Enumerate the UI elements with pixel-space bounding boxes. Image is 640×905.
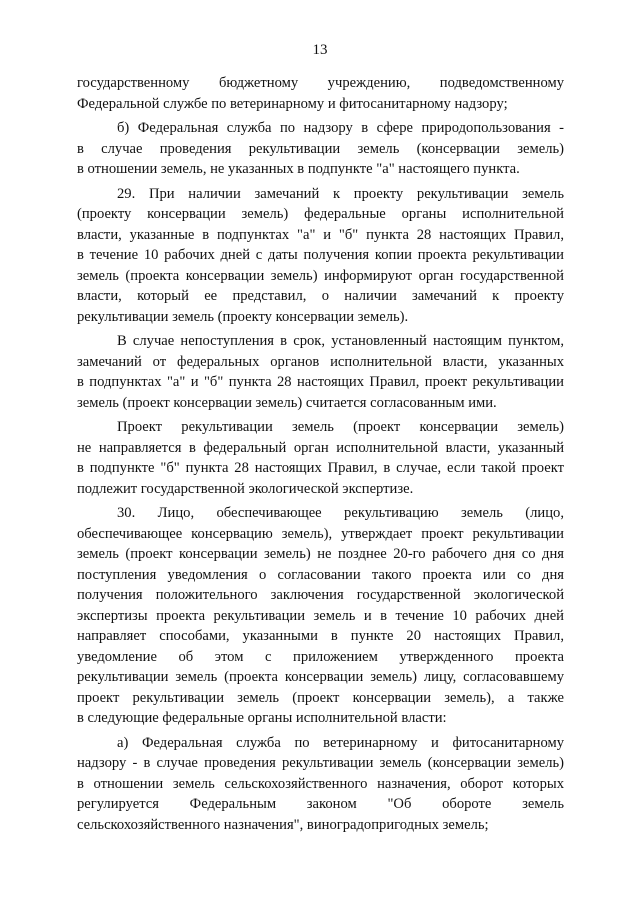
text-line: проект рекультивации земель (проект консервации земель), а также	[77, 689, 564, 706]
text-line: рекультивации земель (проекта консервации земель) лицу, согласовавшему	[77, 669, 564, 685]
text-line: (проекту консервации земель) федеральные органы исполнительной	[77, 206, 564, 222]
text-line: б) Федеральная служба по надзору в сфере природопользования -	[117, 120, 564, 136]
paragraph	[77, 73, 564, 114]
text-line: Проект рекультивации земель (проект консервации земель)	[117, 419, 564, 435]
text-line: земель (проект консервации земель) не позднее 20-го рабочего дня со дня	[77, 546, 564, 562]
text-line: направляет способами, указанными в пункте 20 настоящих Правил,	[77, 628, 564, 644]
text-line: регулируется Федеральным законом "Об обороте земель	[77, 796, 564, 812]
page-number: 13	[312, 42, 328, 58]
text-line: власти, который ее представил, о наличии замечаний к проекту	[77, 288, 564, 304]
text-line: 29. При наличии замечаний к проекту рекультивации земель	[117, 185, 564, 202]
text-line: не направляется в федеральный орган исполнительной власти, указанный	[77, 439, 564, 456]
paragraph	[77, 733, 564, 836]
text-line: обеспечивающее консервацию земель), утверждает проект рекультивации	[77, 525, 564, 542]
paragraph	[77, 118, 564, 180]
text-line: Федеральной службе по ветеринарному и фитосанитарному надзору;	[77, 95, 508, 112]
text-line: государственному бюджетному учреждению, подведомственному	[77, 75, 564, 91]
paragraph	[77, 417, 564, 499]
text-line: в отношении земель, не указанных в подпункте "а" настоящего пункта.	[77, 161, 520, 177]
text-line: рекультивации земель (проекту консервации земель).	[77, 308, 409, 325]
text-line: замечаний от федеральных органов исполнительной власти, указанных	[77, 353, 564, 370]
document-body	[77, 73, 564, 839]
text-line: в течение 10 рабочих дней с даты получения копии проекта рекультивации	[77, 247, 564, 263]
text-line: 30. Лицо, обеспечивающее рекультивацию земель (лицо,	[117, 505, 564, 521]
text-line: поступления уведомления о согласовании такого проекта или со дня	[77, 566, 564, 583]
text-line: в подпунктах "а" и "б" пункта 28 настоящих Правил, проект рекультивации	[77, 374, 564, 390]
text-line: земель (проект консервации земель) считается согласованным ими.	[77, 394, 497, 411]
text-line: в следующие федеральные органы исполнительной власти:	[77, 710, 447, 726]
text-line: земель (проекта консервации земель) информируют орган государственной	[77, 267, 564, 284]
text-line: в подпункте "б" пункта 28 настоящих Правил, в случае, если такой проект	[77, 460, 564, 476]
text-line: В случае непоступления в срок, установленный настоящим пунктом,	[117, 333, 564, 349]
paragraph	[77, 184, 564, 328]
text-line: сельскохозяйственного назначения", виноградопригодных земель;	[77, 816, 489, 833]
paragraph	[77, 503, 564, 729]
text-line: надзору - в случае проведения рекультивации земель (консервации земель)	[77, 755, 564, 771]
text-line: подлежит государственной экологической экспертизе.	[77, 480, 414, 497]
text-line: а) Федеральная служба по ветеринарному и фитосанитарному	[117, 734, 564, 751]
text-line: власти, указанные в подпунктах "а" и "б" пункта 28 настоящих Правил,	[77, 226, 564, 243]
paragraph	[77, 331, 564, 413]
text-line: в случае проведения рекультивации земель (консервации земель)	[77, 140, 564, 157]
text-line: уведомление об этом с приложением утвержденного проекта	[77, 648, 564, 665]
text-line: экспертизы проекта рекультивации земель и в течение 10 рабочих дней	[77, 607, 564, 624]
text-line: в отношении земель сельскохозяйственного назначения, оборот которых	[77, 775, 564, 792]
text-line: получения положительного заключения государственной экологической	[77, 587, 564, 603]
